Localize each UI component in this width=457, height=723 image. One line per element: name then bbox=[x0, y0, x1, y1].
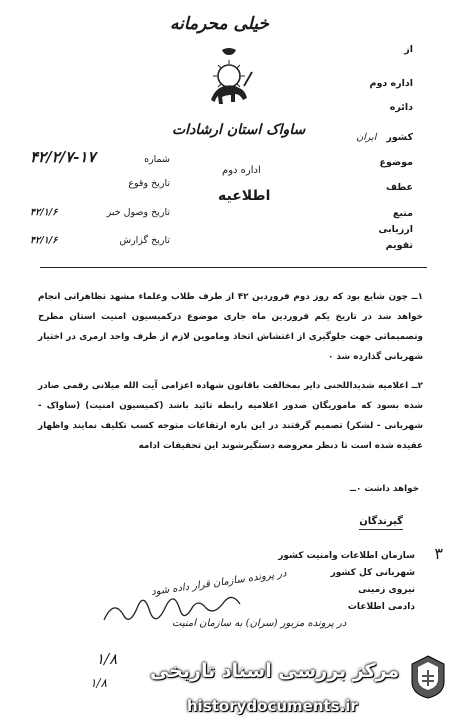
field-value: ایران bbox=[356, 132, 377, 143]
news-date-row bbox=[30, 207, 170, 218]
field-label: تقویم bbox=[385, 240, 413, 251]
number-label: شماره bbox=[144, 154, 170, 165]
recipient-item: نیروی زمینی bbox=[358, 585, 415, 595]
news-date-label: تاریخ وصول خبر bbox=[106, 207, 170, 218]
field-label: ارزیابی bbox=[378, 224, 413, 235]
occurrence-date-row bbox=[30, 178, 170, 189]
recipient-item: شهربانی کل کشور bbox=[330, 568, 415, 578]
handwritten-mark: ۱/۸ bbox=[96, 650, 118, 668]
field-row-source bbox=[262, 208, 413, 219]
margin-mark: ۳ bbox=[434, 544, 443, 563]
field-label: عطف bbox=[385, 182, 413, 193]
recipient-item: سازمان اطلاعات وامنیت کشور bbox=[278, 551, 415, 561]
agency-heading: ساواک استان ارشادات bbox=[172, 122, 306, 138]
field-label: دائره bbox=[389, 102, 413, 113]
lion-and-sun-emblem bbox=[202, 48, 256, 110]
handwritten-note: در پرونده سازمان قرار داده شود bbox=[150, 568, 288, 598]
watermark-text: مرکز بررسی اسناد تاریخی bbox=[150, 660, 400, 682]
number-row bbox=[30, 148, 170, 166]
department-stamp: اداره دوم bbox=[222, 165, 261, 176]
field-row-reference bbox=[262, 182, 413, 193]
body-paragraph-1: ۱ــ چون شایع بود که روز دوم فروردین ۴۲ از طرف طلاب وعلماء مشهد تظاهراتی انجام خواهد شد در تاریخ یکم فروردین ماه جاری موضوع درکمیسیون امنیت استان مطرح وتصمیماتی جهت جلوگیری از اغتشاش اتخاذ وماموین لازم از طرف واحد ارمری در اختیار شهربانی گذارده شد ۰ bbox=[38, 292, 423, 362]
report-date-label: تاریخ گزارش bbox=[119, 235, 170, 246]
body-closing: خواهد داشت ۰ــ bbox=[349, 484, 419, 494]
field-row-office bbox=[262, 78, 413, 89]
archive-logo-icon bbox=[408, 654, 448, 700]
body-paragraph-2: ۲ــ اعلامیه شدیداللحنی دایر بمخالفت باقانون شهاده اعزامی آیت الله میلانی رقمی صادر شده بسود که ماموریگان صدور اعلامیه رابطه تائید باشد (کمیسیون امنیت) (ساواک - شهربانی - لشکر) تصمیم گرفتند در این باره ارتقاعات متوجه کسب تکلیف نمایند واظهار عقیده شده است تا دنظر معروضه دستگیرشوند این تحقیقات ادامه bbox=[38, 381, 423, 451]
field-label: اداره دوم bbox=[369, 78, 413, 89]
occurrence-date-label: تاریخ وقوع bbox=[128, 178, 170, 189]
field-row-subject bbox=[262, 157, 413, 168]
notice-title: اطلاعیه bbox=[218, 188, 271, 204]
recipients-heading: گیرندگان bbox=[359, 516, 403, 527]
field-label: منبع bbox=[392, 208, 413, 219]
handwritten-footer: در پرونده مزبور (سران) به سازمان امنیت bbox=[172, 618, 347, 629]
recipients-list bbox=[278, 548, 415, 616]
field-row-division bbox=[262, 102, 413, 113]
field-row-evaluation bbox=[262, 224, 413, 235]
recipient-item: دادمی اطلاعات bbox=[347, 602, 415, 612]
header-divider bbox=[40, 267, 427, 268]
field-row-country bbox=[262, 132, 413, 143]
field-label: از bbox=[404, 44, 413, 55]
field-label: موضوع bbox=[379, 157, 413, 168]
classification-heading: خیلی محرمانه bbox=[170, 14, 269, 34]
report-date-row bbox=[30, 235, 170, 246]
handwritten-mark: ۱/۸ bbox=[90, 676, 107, 690]
watermark-url: historydocuments.ir bbox=[187, 697, 358, 715]
field-label: کشور bbox=[386, 132, 413, 143]
field-row-from bbox=[262, 44, 413, 55]
report-date-value: ۴۲/۱/۶ bbox=[30, 235, 58, 246]
field-row-distribution bbox=[262, 240, 413, 251]
number-value: ۴۲/۲/۷-۱۷ bbox=[30, 148, 96, 166]
news-date-value: ۴۲/۱/۶ bbox=[30, 207, 58, 218]
